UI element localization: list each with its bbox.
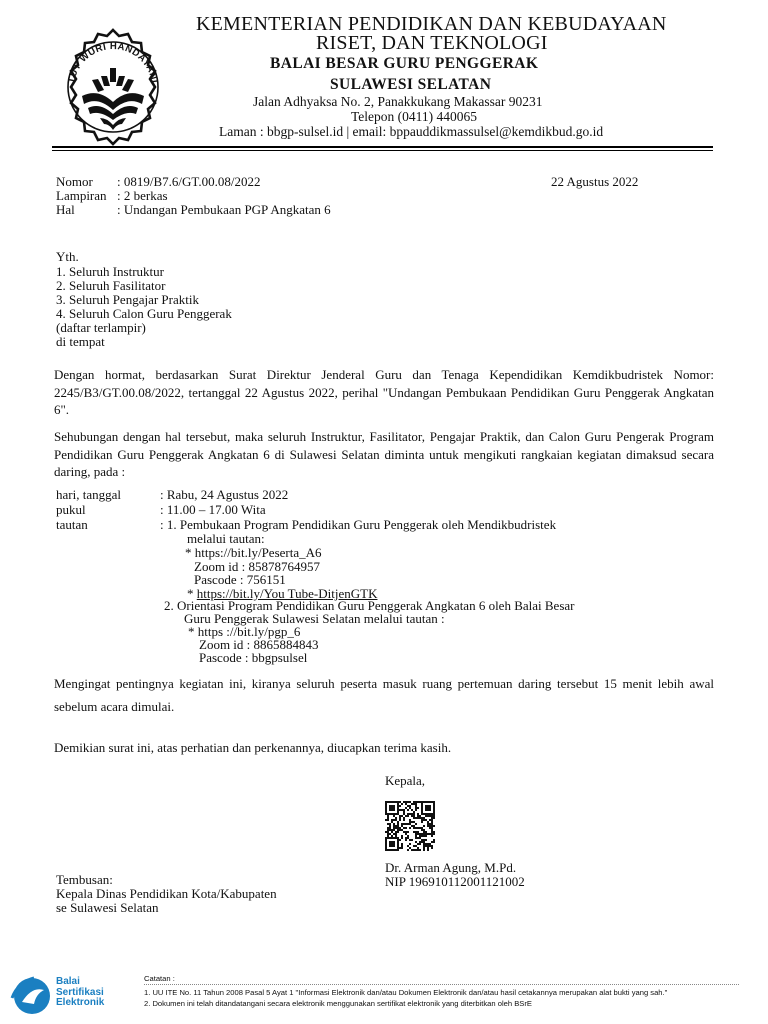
recipient-note: (daftar terlampir) — [56, 320, 146, 335]
youtube-link[interactable]: https://bit.ly/You Tube-DitjenGTK — [196, 586, 378, 601]
ministry-name-line2: RISET, DAN TEKNOLOGI — [316, 32, 548, 54]
schedule-item1-subtitle: melalui tautan: — [187, 531, 265, 546]
schedule-time-value: : 11.00 – 17.00 Wita — [160, 502, 266, 517]
footer-note-2: 2. Dokumen ini telah ditandatangani secara elektronik menggunakan sertifikat elektronik yang diterbitkan oleh BSrE — [144, 999, 532, 1008]
bsre-name-line2: Sertifikasi — [56, 986, 104, 998]
office-phone: Telepon (0411) 440065 — [351, 109, 478, 124]
schedule-link-label: tautan — [56, 517, 88, 532]
office-name-line1: BALAI BESAR GURU PENGGERAK — [270, 55, 539, 72]
letterhead-rule-thin — [52, 150, 713, 151]
recipient-item: 1. Seluruh Instruktur — [56, 264, 164, 279]
cc-recipient: Kepala Dinas Pendidikan Kota/Kabupaten — [56, 886, 277, 901]
schedule-item1-link1[interactable]: * https://bit.ly/Peserta_A6 — [185, 545, 322, 560]
schedule-day-label: hari, tanggal — [56, 487, 121, 502]
letterhead-rule — [52, 146, 713, 148]
bsre-emblem-icon — [8, 972, 54, 1016]
signer-nip: NIP 196910112001121002 — [385, 874, 525, 889]
schedule-item2-title: 2. Orientasi Program Pendidikan Guru Penggerak Angkatan 6 oleh Balai Besar — [164, 598, 575, 613]
schedule-item1-zoom-id: Zoom id : 85878764957 — [194, 559, 321, 574]
svg-text:TUT WURI HANDAYANI: TUT WURI HANDAYANI — [66, 40, 160, 85]
schedule-day-value: : Rabu, 24 Agustus 2022 — [160, 487, 289, 502]
office-name-line2: SULAWESI SELATAN — [330, 76, 492, 93]
cc-recipient-region: se Sulawesi Selatan — [56, 900, 159, 915]
recipient-item: 2. Seluruh Fasilitator — [56, 278, 166, 293]
tut-wuri-handayani-logo — [52, 26, 174, 148]
schedule-item2-link[interactable]: * https ://bit.ly/pgp_6 — [188, 624, 301, 639]
hal-label: Hal — [56, 202, 75, 217]
letter-date: 22 Agustus 2022 — [551, 174, 639, 189]
signer-name: Dr. Arman Agung, M.Pd. — [385, 860, 517, 875]
hal-value: : Undangan Pembukaan PGP Angkatan 6 — [117, 202, 331, 217]
bullet-prefix: * — [187, 586, 197, 601]
schedule-item2-passcode: Pascode : bbgpsulsel — [199, 650, 308, 665]
signature-title: Kepala, — [385, 773, 426, 788]
bsre-name-line3: Elektronik — [56, 997, 105, 1008]
footer-note-1: 1. UU ITE No. 11 Tahun 2008 Pasal 5 Ayat 1 "Informasi Elektronik dan/atau Dokumen Elektronik dan/atau hasil cetakannya merupakan alat bukti yang sah." — [144, 988, 668, 997]
bsre-logo — [8, 972, 128, 1016]
lampiran-value: : 2 berkas — [117, 188, 168, 203]
qr-code-signature — [385, 801, 435, 851]
schedule-item1-title: : 1. Pembukaan Program Pendidikan Guru Penggerak oleh Mendikbudristek — [160, 517, 557, 532]
footer-catatan-label: Catatan : — [144, 974, 175, 983]
schedule-item2-subtitle: Guru Penggerak Sulawesi Selatan melalui tautan : — [184, 611, 445, 626]
recipient-location: di tempat — [56, 334, 105, 349]
ministry-name-line1: KEMENTERIAN PENDIDIKAN DAN KEBUDAYAAN — [196, 13, 667, 35]
nomor-value: : 0819/B7.6/GT.00.08/2022 — [117, 174, 261, 189]
nomor-label: Nomor — [56, 174, 93, 189]
body-paragraph-3: Mengingat pentingnya kegiatan ini, kiranya seluruh peserta masuk ruang pertemuan daring tersebut 15 menit lebih awal sebelum acara dimulai. — [54, 676, 714, 714]
yth-label: Yth. — [56, 249, 79, 264]
office-web-email: Laman : bbgp-sulsel.id | email: bppauddikmassulsel@kemdikbud.go.id — [219, 124, 604, 139]
recipient-item: 3. Seluruh Pengajar Praktik — [56, 292, 199, 307]
body-paragraph-2: Sehubungan dengan hal tersebut, maka seluruh Instruktur, Fasilitator, Pengajar Praktik, dan Calon Guru Pengerak Program Pendidikan Guru Penggerak Angkatan 6 di Sulawesi Selatan diminta untuk mengikuti rangkaian kegiatan dimaksud secara daring, pada : — [54, 429, 714, 479]
body-closing: Demikian surat ini, atas perhatian dan perkenannya, diucapkan terima kasih. — [54, 740, 452, 755]
schedule-item1-passcode: Pascode : 756151 — [194, 572, 286, 587]
office-address: Jalan Adhyaksa No. 2, Panakkukang Makassar 90231 — [253, 94, 543, 109]
bsre-name-line1: Balai — [56, 976, 80, 987]
footer-rule — [144, 984, 739, 985]
body-paragraph-1: Dengan hormat, berdasarkan Surat Direktur Jenderal Guru dan Tenaga Kependidikan Kemdikbudristek Nomor: 2245/B3/GT.00.08/2022, tertanggal 22 Agustus 2022, perihal "Undangan Pembukaan Pendidikan Guru Penggerak Angkatan 6". — [54, 367, 714, 417]
schedule-item2-zoom-id: Zoom id : 8865884843 — [199, 637, 319, 652]
schedule-time-label: pukul — [56, 502, 86, 517]
recipient-item: 4. Seluruh Calon Guru Penggerak — [56, 306, 232, 321]
lampiran-label: Lampiran — [56, 188, 107, 203]
cc-label: Tembusan: — [56, 872, 113, 887]
